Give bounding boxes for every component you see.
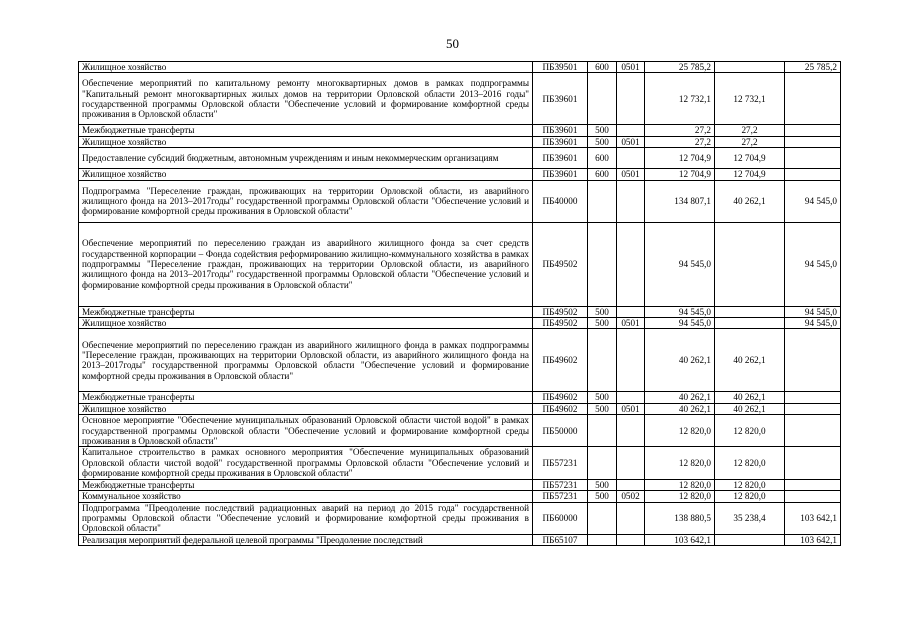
cell-code: ПБ39601	[533, 136, 588, 147]
cell-c2: 103 642,1	[785, 502, 841, 534]
cell-code: ПБ39601	[533, 73, 588, 125]
cell-name: Межбюджетные трансферты	[79, 479, 533, 490]
cell-name: Основное мероприятие "Обеспечение муниципальных образований Орловской области чистой водой" в рамках государственной программы Орловской области "Обеспечение условий и формирование комфортной среды проживания в Орловской области"	[79, 415, 533, 447]
cell-name: Капитальное строительство в рамках основного мероприятия "Обеспечение муниципальных образований Орловской области чистой водой" государственной программы Орловской области "Обеспечение условий и формирование комфортной среды проживания в Орловской области"	[79, 447, 533, 479]
cell-c1: 35 238,4	[715, 502, 785, 534]
cell-vr	[588, 415, 617, 447]
cell-code: ПБ57231	[533, 491, 588, 502]
cell-rz	[617, 534, 645, 545]
cell-c1	[715, 306, 785, 317]
cell-rz	[617, 415, 645, 447]
cell-c1: 40 262,1	[715, 392, 785, 403]
cell-c2: 103 642,1	[785, 534, 841, 545]
cell-rz: 0501	[617, 136, 645, 147]
cell-total: 12 820,0	[645, 479, 715, 490]
table-row	[79, 403, 841, 414]
cell-name: Жилищное хозяйство	[79, 136, 533, 147]
cell-code: ПБ65107	[533, 534, 588, 545]
cell-c1: 40 262,1	[715, 329, 785, 392]
cell-name: Межбюджетные трансферты	[79, 392, 533, 403]
cell-code: ПБ50000	[533, 415, 588, 447]
cell-vr: 500	[588, 318, 617, 329]
cell-c2: 25 785,2	[785, 62, 841, 73]
cell-c2	[785, 148, 841, 169]
cell-c1	[715, 62, 785, 73]
cell-vr	[588, 329, 617, 392]
table-body	[79, 62, 841, 546]
cell-rz	[617, 306, 645, 317]
cell-c2: 94 545,0	[785, 222, 841, 306]
cell-vr: 500	[588, 125, 617, 136]
cell-code: ПБ40000	[533, 180, 588, 222]
cell-code: ПБ39501	[533, 62, 588, 73]
cell-c1: 12 820,0	[715, 447, 785, 479]
cell-c2: 94 545,0	[785, 306, 841, 317]
cell-c1: 12 820,0	[715, 491, 785, 502]
cell-c1	[715, 222, 785, 306]
cell-code: ПБ49602	[533, 392, 588, 403]
table-row	[79, 318, 841, 329]
cell-total: 40 262,1	[645, 392, 715, 403]
table-row	[79, 73, 841, 125]
cell-total: 12 820,0	[645, 415, 715, 447]
cell-name: Подпрограмма "Переселение граждан, проживающих на территории Орловской области, из аварийного жилищного фонда на 2013–2017годы" государственной программы Орловской области "Обеспечение условий и формирование комфортной среды проживания в Орловской области"	[79, 180, 533, 222]
cell-rz	[617, 502, 645, 534]
cell-c2	[785, 329, 841, 392]
cell-vr	[588, 502, 617, 534]
cell-name: Межбюджетные трансферты	[79, 125, 533, 136]
cell-c2	[785, 169, 841, 180]
cell-c2	[785, 136, 841, 147]
cell-c1: 12 732,1	[715, 73, 785, 125]
cell-name: Обеспечение мероприятий по переселению граждан из аварийного жилищного фонда за счет средств государственной корпорации – Фонда содействия реформированию жилищно-коммунального хозяйства в рамках подпрограммы "Переселение граждан, проживающих на территории Орловской области, из аварийного жилищного фонда на 2013–2017годы" государственной программы Орловской области "Обеспечение условий и формирование комфортной среды проживания в Орловской области"	[79, 222, 533, 306]
cell-c2	[785, 403, 841, 414]
cell-total: 138 880,5	[645, 502, 715, 534]
table-row	[79, 502, 841, 534]
table-row	[79, 329, 841, 392]
cell-total: 94 545,0	[645, 306, 715, 317]
cell-vr: 500	[588, 306, 617, 317]
cell-vr: 500	[588, 392, 617, 403]
cell-rz	[617, 222, 645, 306]
cell-rz: 0501	[617, 62, 645, 73]
page-number: 50	[446, 36, 459, 51]
cell-c2	[785, 392, 841, 403]
cell-total: 40 262,1	[645, 329, 715, 392]
cell-name: Жилищное хозяйство	[79, 318, 533, 329]
cell-code: ПБ57231	[533, 479, 588, 490]
cell-c2	[785, 491, 841, 502]
cell-total: 12 820,0	[645, 447, 715, 479]
cell-rz	[617, 180, 645, 222]
cell-vr	[588, 180, 617, 222]
cell-rz	[617, 73, 645, 125]
table-row	[79, 479, 841, 490]
cell-code: ПБ49602	[533, 329, 588, 392]
table-row	[79, 180, 841, 222]
cell-code: ПБ49502	[533, 306, 588, 317]
cell-total: 12 704,9	[645, 148, 715, 169]
table-row	[79, 169, 841, 180]
table-row	[79, 306, 841, 317]
cell-total: 27,2	[645, 136, 715, 147]
cell-name: Жилищное хозяйство	[79, 169, 533, 180]
cell-c1: 12 820,0	[715, 479, 785, 490]
cell-name: Обеспечение мероприятий по переселению граждан из аварийного жилищного фонда в рамках подпрограммы "Переселение граждан, проживающих на территории Орловской области, из аварийного жилищного фонда на 2013–2017годы" государственной программы Орловской области "Обеспечение условий и формирование комфортной среды проживания в Орловской области"	[79, 329, 533, 392]
cell-c2	[785, 479, 841, 490]
table-row	[79, 148, 841, 169]
cell-rz	[617, 392, 645, 403]
cell-vr: 500	[588, 136, 617, 147]
cell-rz	[617, 479, 645, 490]
budget-table	[78, 61, 841, 546]
table-row	[79, 447, 841, 479]
cell-c1	[715, 534, 785, 545]
cell-code: ПБ39601	[533, 125, 588, 136]
cell-vr: 600	[588, 62, 617, 73]
cell-name: Межбюджетные трансферты	[79, 306, 533, 317]
cell-c2	[785, 447, 841, 479]
cell-total: 94 545,0	[645, 222, 715, 306]
table-row	[79, 222, 841, 306]
cell-c2	[785, 415, 841, 447]
cell-rz: 0501	[617, 403, 645, 414]
cell-c1: 12 704,9	[715, 169, 785, 180]
table-row	[79, 415, 841, 447]
cell-vr	[588, 222, 617, 306]
cell-name: Подпрограмма "Преодоление последствий радиационных аварий на период до 2015 года" государственной программы Орловской области "Обеспечение условий и формирование комфортной среды проживания в Орловской области"	[79, 502, 533, 534]
cell-vr: 500	[588, 479, 617, 490]
cell-code: ПБ39601	[533, 169, 588, 180]
cell-code: ПБ49502	[533, 222, 588, 306]
cell-rz	[617, 148, 645, 169]
cell-rz	[617, 447, 645, 479]
cell-name: Коммунальное хозяйство	[79, 491, 533, 502]
cell-rz: 0501	[617, 169, 645, 180]
cell-total: 12 704,9	[645, 169, 715, 180]
cell-name: Обеспечение мероприятий по капитальному ремонту многоквартирных домов в рамках подпрограммы "Капитальный ремонт многоквартирных жилых домов на территории Орловской области 2013–2016 годы" государственной программы Орловской области "Обеспечение условий и формирование комфортной среды проживания в Орловской области"	[79, 73, 533, 125]
cell-total: 27,2	[645, 125, 715, 136]
cell-name: Жилищное хозяйство	[79, 403, 533, 414]
cell-rz: 0502	[617, 491, 645, 502]
cell-c1: 40 262,1	[715, 180, 785, 222]
cell-code: ПБ49502	[533, 318, 588, 329]
cell-vr: 500	[588, 491, 617, 502]
cell-code: ПБ39601	[533, 148, 588, 169]
cell-vr	[588, 73, 617, 125]
table-row	[79, 125, 841, 136]
cell-rz	[617, 329, 645, 392]
cell-vr: 500	[588, 403, 617, 414]
cell-vr	[588, 447, 617, 479]
cell-name: Реализация мероприятий федеральной целевой программы "Преодоление последствий	[79, 534, 533, 545]
table-row	[79, 62, 841, 73]
cell-vr: 600	[588, 148, 617, 169]
cell-total: 40 262,1	[645, 403, 715, 414]
cell-total: 103 642,1	[645, 534, 715, 545]
table-row	[79, 392, 841, 403]
cell-vr	[588, 534, 617, 545]
cell-c1: 40 262,1	[715, 403, 785, 414]
cell-total: 134 807,1	[645, 180, 715, 222]
cell-c1: 27,2	[715, 125, 785, 136]
cell-total: 12 732,1	[645, 73, 715, 125]
cell-c1	[715, 318, 785, 329]
cell-vr: 600	[588, 169, 617, 180]
cell-total: 25 785,2	[645, 62, 715, 73]
cell-name: Предоставление субсидий бюджетным, автономным учреждениям и иным некоммерческим организациям	[79, 148, 533, 169]
cell-code: ПБ60000	[533, 502, 588, 534]
cell-c2	[785, 125, 841, 136]
cell-rz: 0501	[617, 318, 645, 329]
table-row	[79, 534, 841, 545]
cell-c2: 94 545,0	[785, 318, 841, 329]
cell-total: 12 820,0	[645, 491, 715, 502]
cell-total: 94 545,0	[645, 318, 715, 329]
cell-code: ПБ57231	[533, 447, 588, 479]
cell-code: ПБ49602	[533, 403, 588, 414]
cell-c2	[785, 73, 841, 125]
cell-rz	[617, 125, 645, 136]
cell-c2: 94 545,0	[785, 180, 841, 222]
table-row	[79, 491, 841, 502]
cell-c1: 12 820,0	[715, 415, 785, 447]
cell-c1: 27,2	[715, 136, 785, 147]
cell-c1: 12 704,9	[715, 148, 785, 169]
cell-name: Жилищное хозяйство	[79, 62, 533, 73]
table-row	[79, 136, 841, 147]
